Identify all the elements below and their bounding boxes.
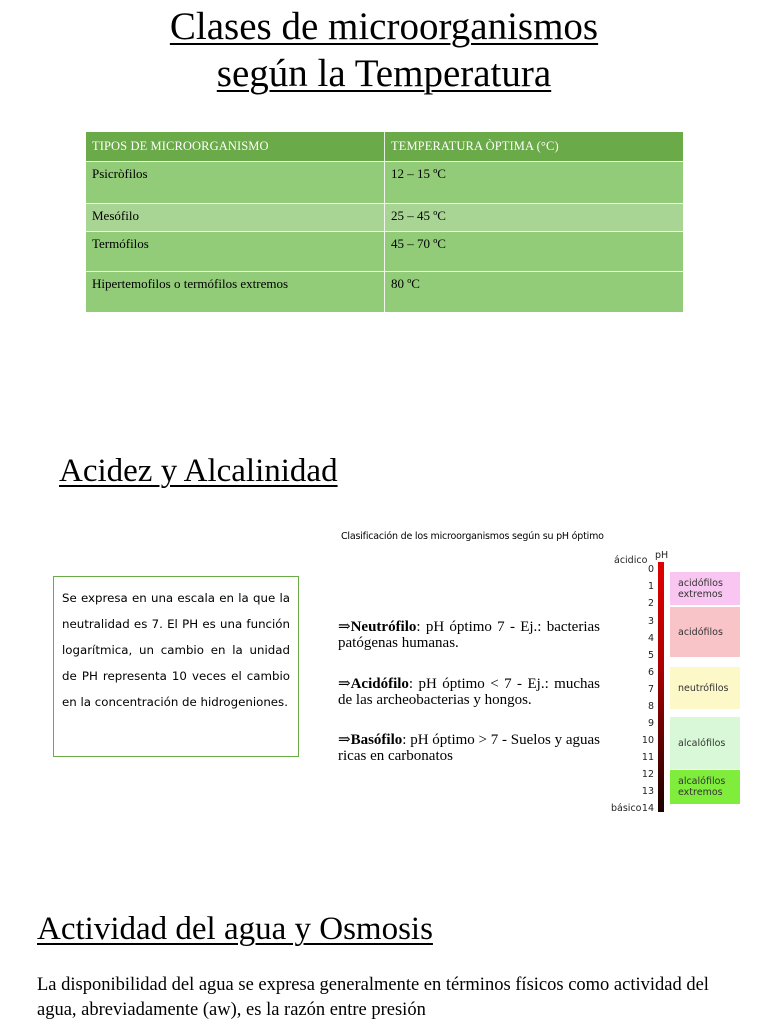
table-header-cell: TEMPERATURA ÒPTIMA (°C): [385, 132, 684, 162]
neutrofilo-paragraph: [338, 620, 600, 651]
term-description: : pH óptimo > 7 - Suelos y aguas ricas en carbonatos: [338, 732, 600, 764]
acidofilo-paragraph: [338, 677, 600, 708]
ph-tick-label: 4: [647, 633, 654, 644]
ph-category-alcalofilos: alcalófilos: [670, 717, 740, 769]
ph-tick-label: 12: [641, 769, 654, 780]
table-cell: Termófilos: [86, 232, 385, 272]
ph-tick-label: 9: [647, 718, 654, 729]
ph-category-neutrofilos: neutrófilos: [670, 667, 740, 709]
ph-tick-label: 2: [647, 598, 654, 609]
ph-definition-box: Se expresa en una escala en la que la neutralidad es 7. El PH es una función logarítmica, un cambio en la unidad de PH representa 10 veces el cambio en la concentración de hidrogeniones.: [53, 576, 299, 757]
ph-tick-label: 8: [647, 701, 654, 712]
term-label: Basófilo: [350, 732, 403, 748]
agua-paragraph: La disponibilidad del agua se expresa generalmente en términos físicos como actividad del agua, abreviadamente (aw), es la razón entre presión: [37, 975, 709, 1020]
section-heading-acidez: Acidez y Alcalinidad: [59, 453, 338, 489]
table-cell: 12 – 15 ºC: [385, 162, 684, 204]
ph-category-alcalofilos-extremos: alcalófilos extremos: [670, 770, 740, 804]
table-row: [86, 162, 683, 204]
ph-tick-label: 11: [641, 752, 654, 763]
table-cell: Psicròfilos: [86, 162, 385, 204]
table-cell: Mesófilo: [86, 204, 385, 232]
page-title-line2: según la Temperatura: [216, 52, 552, 95]
page-title-line1: Clases de microorganismos: [169, 5, 599, 48]
ph-tick-label: 13: [641, 786, 654, 797]
ph-axis-label: pH: [655, 550, 669, 561]
table-row: [86, 204, 683, 232]
ph-basic-label: básico: [611, 803, 642, 814]
arrow-icon: ⇒: [338, 676, 351, 692]
ph-chart-title: Clasificación de los microorganismos según su pH óptimo: [341, 531, 604, 542]
table-cell: 25 – 45 ºC: [385, 204, 684, 232]
ph-tick-label: 0: [647, 564, 654, 575]
arrow-icon: ⇒: [338, 619, 351, 635]
basofilo-paragraph: [338, 733, 600, 764]
table-cell: 45 – 70 ºC: [385, 232, 684, 272]
ph-acidic-label: ácidico: [614, 555, 648, 566]
ph-tick-label: 6: [647, 667, 654, 678]
ph-tick-label: 1: [647, 581, 654, 592]
ph-gradient-bar: [658, 562, 664, 812]
table-header-row: [86, 132, 683, 162]
ph-tick-label: 7: [647, 684, 654, 695]
term-label: Neutrófilo: [350, 619, 417, 635]
ph-tick-label: 5: [647, 650, 654, 661]
table-row: [86, 272, 683, 313]
table-header-cell: TIPOS DE MICROORGANISMO: [86, 132, 385, 162]
ph-category-acidofilos: acidófilos: [670, 607, 740, 657]
arrow-icon: ⇒: [338, 732, 351, 748]
table-cell: 80 ºC: [385, 272, 684, 313]
ph-category-acidofilos-extremos: acidófilos extremos: [670, 572, 740, 605]
term-description: : pH óptimo < 7 - Ej.: muchas de las archeobacterias y hongos.: [338, 676, 600, 708]
table-cell: Hipertemofilos o termófilos extremos: [86, 272, 385, 313]
ph-tick-label: 3: [647, 616, 654, 627]
term-description: : pH óptimo 7 - Ej.: bacterias patógenas humanas.: [338, 619, 600, 651]
ph-tick-label: 14: [641, 803, 654, 814]
ph-tick-label: 10: [641, 735, 654, 746]
temperature-table: [86, 132, 683, 312]
section-heading-agua: Actividad del agua y Osmosis: [37, 911, 433, 947]
table-row: [86, 232, 683, 272]
term-label: Acidófilo: [350, 676, 409, 692]
